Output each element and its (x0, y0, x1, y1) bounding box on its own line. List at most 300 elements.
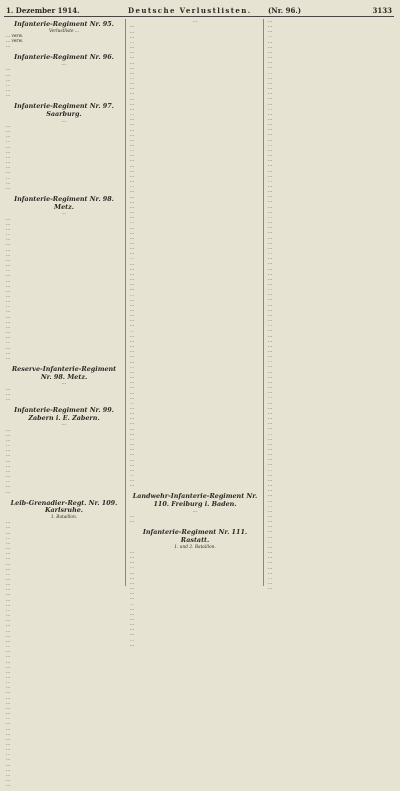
casualty-entry: ... (130, 570, 135, 576)
casualty-entry: ... (6, 602, 11, 608)
casualty-entry: ... (6, 226, 11, 232)
casualty-entry: ... (268, 24, 273, 30)
casualty-entry: ... (6, 345, 11, 351)
casualty-entry: ... (130, 549, 135, 555)
casualty-entry: ... (268, 575, 273, 581)
casualty-entry: ... (268, 194, 273, 200)
casualty-entry: ... (130, 421, 135, 427)
casualty-entry: ... (6, 716, 11, 722)
casualty-entry: ... (6, 577, 11, 582)
casualty-entry: ... (268, 184, 273, 189)
casualty-entry: ... (6, 448, 11, 454)
casualty-entry: ... (130, 282, 135, 288)
casualty-entry: ... (268, 96, 273, 102)
casualty-entry: ... (268, 220, 273, 226)
casualty-entry: ... (6, 216, 11, 222)
casualty-entry: ... (130, 328, 135, 334)
casualty-entry: ... (268, 86, 273, 92)
casualty-entry: ... (268, 60, 273, 66)
regiment-heading: Landwehr-Infanterie-Regiment Nr. 110. Freiburg i. Baden. (132, 492, 258, 509)
casualty-entry: ... (6, 649, 11, 655)
casualty-entry: ... (268, 498, 273, 504)
casualty-entry: ... (130, 642, 135, 648)
casualty-entry: ... (268, 493, 273, 499)
casualty-entry: ... (6, 67, 11, 73)
casualty-entry: ... (6, 690, 11, 696)
casualty-entry: ... (130, 256, 135, 262)
casualty-entry: ... (268, 122, 273, 128)
casualty-entry: ... (268, 29, 273, 35)
casualty-entry: ... (268, 111, 273, 117)
casualty-entry: ... (130, 204, 135, 210)
casualty-entry: ... (6, 129, 11, 135)
casualty-entry: ... (268, 328, 273, 334)
casualty-entry: ... (268, 261, 273, 267)
casualty-entry: ... (268, 369, 273, 375)
casualty-entry: ... (130, 637, 135, 643)
section-subheading: ... (61, 62, 67, 68)
casualty-entry: ... (6, 571, 11, 577)
section-subheading: ... (192, 508, 198, 514)
casualty-entry: ... (130, 478, 135, 484)
casualty-entry: ... (268, 364, 273, 370)
block-spacer (6, 98, 122, 101)
casualty-entry: ... (268, 519, 273, 525)
casualty-entry: ... (130, 380, 135, 386)
casualty-entry: ... (6, 582, 11, 588)
casualty-entry: ... (130, 467, 135, 473)
casualty-entry: ... (6, 530, 11, 536)
casualty-entry: ... (268, 173, 273, 179)
casualty-entry: ... (268, 214, 273, 220)
casualty-entry: ... (268, 127, 273, 133)
casualty-entry: ... (268, 287, 273, 293)
casualty-entry: ... (6, 180, 11, 186)
casualty-entry: ... (130, 436, 135, 442)
casualty-entry: ... (268, 457, 273, 463)
casualty-entry: ... (6, 283, 11, 289)
casualty-entry: ... (268, 436, 273, 442)
header-date: 1. Dezember 1914. (6, 5, 80, 15)
casualty-entry: ... (6, 556, 11, 562)
casualty-entry: ... (130, 179, 135, 185)
casualty-entry: ... (6, 293, 11, 299)
casualty-entry: ... (268, 410, 273, 416)
section-subheading: ... (61, 211, 67, 217)
casualty-entry: ... (268, 467, 273, 473)
casualty-entry: ... (268, 524, 273, 530)
casualty-entry: ... (268, 49, 273, 55)
casualty-entry: ... (130, 194, 135, 200)
casualty-entry: ... (130, 519, 135, 525)
casualty-entry: ... (130, 632, 135, 638)
casualty-entry: ... (6, 149, 11, 155)
casualty-entry: ... (268, 312, 273, 318)
casualty-entry: ... (268, 586, 273, 592)
casualty-entry: ... (6, 314, 11, 320)
text-column-2 (130, 19, 260, 648)
casualty-entry: ... (268, 91, 273, 97)
casualty-entry: ... (130, 359, 135, 365)
casualty-entry: ... (6, 355, 11, 361)
casualty-entry: ... (268, 323, 273, 329)
casualty-entry: ... (6, 561, 11, 567)
casualty-entry: ... (6, 299, 11, 305)
casualty-entry: ... (268, 385, 273, 391)
casualty-entry: ... (130, 457, 135, 463)
casualty-entry: ... (130, 266, 135, 272)
casualty-entry: ... verw. (6, 34, 24, 39)
casualty-entry: ... (6, 468, 11, 474)
casualty-entry: ... (130, 483, 135, 489)
block-spacer (130, 524, 260, 527)
casualty-entry: ... (130, 277, 135, 283)
casualty-entry: ... (268, 343, 273, 349)
casualty-entry: ... (6, 340, 11, 346)
casualty-entry: ... (6, 535, 11, 541)
casualty-entry: ... (268, 251, 273, 257)
casualty-entry: ... (6, 44, 11, 50)
casualty-entry: ... (268, 163, 273, 169)
casualty-entry: ... (268, 421, 273, 427)
casualty-entry: ... (6, 175, 11, 181)
casualty-entry: ... (6, 437, 11, 443)
casualty-entry: ... verw. (6, 39, 24, 45)
casualty-entry: ... (130, 405, 135, 411)
casualty-entry: ... (268, 379, 273, 385)
section-subheading: Verlustliste ... (48, 28, 80, 34)
casualty-entry: ... (6, 88, 11, 94)
casualty-entry: ... (268, 271, 273, 277)
casualty-entry: ... (130, 65, 135, 71)
casualty-entry: ... (130, 199, 135, 205)
casualty-entry: ... (268, 405, 273, 411)
casualty-entry: ... (268, 132, 273, 138)
casualty-entry: ... (130, 230, 135, 236)
casualty-entry: ... (130, 447, 135, 453)
casualty-entry: ... (268, 225, 273, 231)
casualty-entry: ... (268, 55, 273, 61)
casualty-entry: ... (6, 767, 11, 773)
casualty-entry: ... (6, 597, 11, 603)
casualty-entry: ... (130, 364, 135, 370)
casualty-entry: ... (6, 540, 11, 546)
casualty-entry: ... (6, 453, 11, 459)
casualty-entry: ... (130, 271, 135, 277)
casualty-entry: ... (268, 539, 273, 545)
casualty-entry: ... (6, 520, 11, 526)
casualty-entry: ... (6, 726, 11, 732)
casualty-entry: ... (6, 165, 11, 171)
casualty-entry: ... (130, 431, 135, 437)
casualty-entry: ... (268, 19, 273, 24)
casualty-entry: ... (130, 106, 135, 112)
block-spacer (6, 191, 122, 194)
casualty-entry: ... (6, 124, 11, 129)
casualty-entry: ... (6, 432, 11, 438)
casualty-entry: ... (130, 112, 135, 118)
casualty-entry: ... (6, 685, 11, 691)
casualty-entry: ... (130, 390, 135, 396)
casualty-entry: ... (268, 34, 273, 40)
casualty-entry: ... (6, 742, 11, 747)
casualty-entry: ... (6, 747, 11, 753)
casualty-entry: ... (130, 251, 135, 257)
casualty-entry: ... (130, 45, 135, 51)
casualty-entry: ... (130, 50, 135, 56)
block-spacer (6, 49, 122, 52)
column-divider (263, 19, 264, 586)
casualty-entry: ... (6, 623, 11, 629)
casualty-entry: ... (268, 560, 273, 566)
casualty-entry: ... (268, 441, 273, 447)
casualty-entry: ... (6, 474, 11, 480)
casualty-entry: ... (130, 586, 135, 592)
casualty-entry: ... (6, 144, 11, 150)
casualty-entry: ... (6, 705, 11, 711)
casualty-entry: ... (6, 252, 11, 258)
casualty-entry: ... (6, 139, 11, 145)
casualty-entry: ... (6, 257, 11, 263)
casualty-entry: ... (268, 240, 273, 246)
casualty-entry: ... (6, 664, 11, 670)
page-header (6, 4, 392, 16)
casualty-entry: ... (130, 302, 135, 308)
casualty-entry: ... (6, 587, 11, 593)
casualty-entry: ... (130, 611, 135, 617)
casualty-entry: ... (6, 278, 11, 284)
block-spacer (6, 495, 122, 498)
casualty-entry: ... (6, 72, 11, 78)
regiment-heading: Infanterie-Regiment Nr. 99. Zabern i. E. Zabern. (14, 406, 114, 422)
casualty-entry: ... (130, 426, 135, 432)
casualty-entry: ... (268, 395, 273, 401)
casualty-entry: ... (6, 463, 11, 469)
casualty-entry: ... (130, 318, 135, 324)
casualty-entry: ... (6, 170, 11, 176)
casualty-entry: ... (6, 319, 11, 325)
section-subheading: 1. und 2. Bataillon. (174, 544, 216, 550)
casualty-entry: ... (268, 431, 273, 437)
casualty-entry: ... (130, 601, 135, 607)
casualty-entry: ... (130, 189, 135, 195)
casualty-entry: ... (6, 618, 11, 624)
casualty-entry: ... (130, 452, 135, 458)
casualty-entry: ... (268, 189, 273, 195)
casualty-entry: ... (130, 580, 135, 586)
casualty-entry: ... (130, 354, 135, 360)
casualty-entry: ... (130, 91, 135, 97)
casualty-entry: ... (268, 44, 273, 50)
header-page-number: 3133 (372, 5, 392, 15)
casualty-entry: ... (130, 473, 135, 478)
casualty-entry: ... (268, 116, 273, 122)
casualty-entry: ... (268, 550, 273, 556)
casualty-entry: ... (130, 606, 135, 612)
casualty-entry: ... (268, 75, 273, 81)
casualty-entry: ... (6, 335, 11, 341)
casualty-entry: ... (130, 287, 135, 293)
casualty-entry: ... (130, 81, 135, 87)
block-spacer (268, 591, 396, 594)
casualty-entry: ... (130, 400, 135, 406)
casualty-entry: ... (130, 333, 135, 339)
casualty-entry: ... (268, 472, 273, 478)
casualty-entry: ... (268, 235, 273, 241)
casualty-entry: ... (268, 390, 273, 396)
casualty-entry: ... (6, 263, 11, 269)
casualty-entry: ... (6, 613, 11, 619)
casualty-entry: ... (6, 77, 11, 83)
casualty-entry: ... (268, 570, 273, 576)
section-subheading: 1. Bataillon. (50, 514, 78, 520)
casualty-entry: ... (130, 127, 135, 133)
casualty-entry: ... (130, 173, 135, 179)
casualty-entry: ... (6, 633, 11, 639)
casualty-entry: ... (6, 638, 11, 644)
casualty-entry: ... (130, 375, 135, 381)
casualty-entry: ... (130, 395, 135, 401)
casualty-entry: ... (268, 534, 273, 540)
casualty-entry: ... (130, 34, 135, 40)
casualty-entry: ... (6, 221, 11, 227)
casualty-entry: ... (130, 261, 135, 267)
casualty-entry: ... (6, 674, 11, 680)
casualty-entry: ... (130, 416, 135, 422)
section-subheading: ... (61, 118, 67, 124)
regiment-heading: Infanterie-Regiment Nr. 95. (14, 20, 114, 28)
casualty-entry: ... (130, 137, 135, 143)
casualty-entry: ... (6, 304, 11, 310)
header-rule (4, 16, 394, 17)
casualty-entry: ... (268, 544, 273, 550)
casualty-entry: ... (130, 560, 135, 566)
casualty-entry: ... (130, 70, 135, 76)
casualty-entry: ... (6, 160, 11, 166)
text-column-3 (268, 19, 396, 592)
casualty-entry: ... (6, 273, 11, 279)
casualty-entry: ... (6, 427, 11, 433)
casualty-entry: ... (6, 82, 11, 88)
header-issue-number: (Nr. 96.) (268, 5, 302, 15)
casualty-entry: ... (130, 617, 135, 622)
casualty-entry: ... (130, 292, 135, 298)
casualty-entry: ... (6, 721, 11, 727)
casualty-entry: ... (6, 700, 11, 706)
casualty-entry: ... (6, 551, 11, 557)
casualty-entry: ... (130, 308, 135, 313)
casualty-entry: ... (268, 147, 273, 153)
casualty-entry: ... (6, 659, 11, 665)
casualty-entry: ... (6, 386, 11, 392)
casualty-entry: ... (268, 581, 273, 587)
casualty-entry: ... (268, 488, 273, 494)
casualty-entry: ... (6, 237, 11, 243)
casualty-entry: ... (130, 184, 135, 190)
casualty-entry: ... (130, 153, 135, 159)
casualty-entry: ... (268, 514, 273, 519)
casualty-entry: ... (130, 235, 135, 241)
block-spacer (130, 488, 260, 491)
casualty-entry: ... (130, 148, 135, 154)
casualty-entry: ... (6, 154, 11, 160)
casualty-entry: ... (130, 122, 135, 128)
casualty-entry: ... (130, 75, 135, 81)
casualty-entry: ... (6, 309, 11, 315)
casualty-entry: ... (268, 245, 273, 251)
casualty-entry: ... (130, 323, 135, 329)
casualty-entry: ... (6, 752, 11, 758)
casualty-entry: ... (130, 349, 135, 355)
casualty-entry: ... (268, 374, 273, 380)
casualty-entry: ... (6, 391, 11, 397)
casualty-entry: ... (6, 396, 11, 402)
casualty-entry: ... (130, 29, 135, 35)
casualty-entry: ... (268, 338, 273, 344)
casualty-entry: ... (268, 400, 273, 406)
casualty-entry: ... (130, 575, 135, 581)
casualty-entry: ... (268, 137, 273, 143)
casualty-entry: ... (6, 711, 11, 717)
block-spacer (130, 648, 260, 651)
casualty-entry: ... (130, 225, 135, 231)
casualty-entry: ... (268, 199, 273, 205)
casualty-entry: ... (6, 778, 11, 784)
casualty-entry: ... (6, 628, 11, 634)
column-divider (125, 19, 126, 586)
casualty-entry: ... (6, 762, 11, 768)
casualty-entry: ... (268, 483, 273, 489)
casualty-entry: ... (130, 411, 135, 417)
casualty-entry: ... (268, 426, 273, 432)
casualty-entry: ... (268, 462, 273, 468)
casualty-entry: ... (130, 240, 135, 246)
casualty-entry: ... (6, 134, 11, 140)
casualty-entry: ... (268, 204, 273, 210)
casualty-entry: ... (130, 215, 135, 221)
casualty-entry: ... (6, 484, 11, 490)
casualty-entry: ... (268, 446, 273, 452)
casualty-entry: ... (6, 443, 11, 449)
casualty-entry: ... (268, 178, 273, 184)
casualty-entry: ... (268, 142, 273, 148)
casualty-entry: ... (130, 565, 135, 571)
casualty-entry: ... (268, 153, 273, 159)
casualty-entry: ... (268, 80, 273, 86)
casualty-entry: ... (268, 276, 273, 282)
casualty-entry: ... (268, 39, 273, 45)
casualty-entry: ... (130, 86, 135, 92)
casualty-entry: ... (130, 117, 135, 123)
casualty-entry: ... (130, 385, 135, 391)
casualty-entry: ... (6, 607, 11, 613)
casualty-entry: ... (268, 65, 273, 71)
casualty-entry: ... (6, 330, 11, 336)
casualty-entry: ... (268, 452, 273, 458)
casualty-entry: ... (130, 555, 135, 561)
casualty-entry: ... (268, 555, 273, 561)
casualty-entry: ... (6, 324, 11, 330)
casualty-entry: ... (6, 695, 11, 701)
block-spacer (6, 361, 122, 364)
regiment-heading: Infanterie-Regiment Nr. 111. Rastatt. (142, 528, 248, 544)
section-subheading: ... (192, 19, 198, 24)
casualty-entry: ... (130, 369, 135, 375)
casualty-entry: ... (6, 736, 11, 742)
casualty-entry: ... (6, 479, 11, 485)
casualty-entry: ... (6, 288, 11, 294)
text-column-1 (6, 19, 122, 789)
